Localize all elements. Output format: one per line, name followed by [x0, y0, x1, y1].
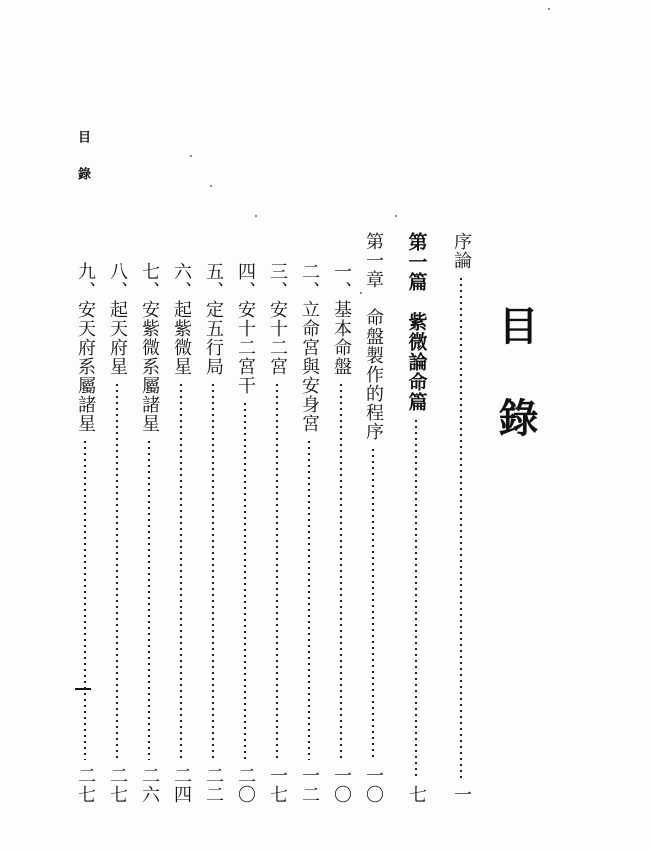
toc-entry-page: 二四 — [171, 766, 192, 804]
toc-entry-title: 序論 — [451, 232, 472, 270]
dot-leader — [414, 418, 418, 779]
toc-entry-page: 一〇 — [331, 766, 352, 804]
dot-leader — [211, 382, 215, 760]
dot-leader — [459, 276, 463, 779]
toc-entry-section-2 — [295, 262, 323, 804]
scan-speck — [360, 292, 362, 294]
toc-entry-page: 一〇 — [363, 766, 384, 804]
running-head: 目錄 — [75, 130, 90, 204]
toc-entry-section-8 — [103, 262, 131, 804]
toc-entry-section-9 — [71, 262, 99, 804]
toc-entry-title: 第一章 命盤製作的程序 — [363, 232, 384, 441]
toc-entry-page: 一二 — [299, 766, 320, 804]
dot-leader — [339, 382, 343, 760]
toc-entry-page: 二七 — [75, 766, 96, 804]
toc-entry-page: 七 — [406, 785, 427, 804]
toc-entry-part-one — [402, 232, 430, 804]
scan-speck — [190, 155, 192, 157]
toc-entry-section-7 — [135, 262, 163, 804]
toc-title: 目錄 — [492, 305, 539, 489]
dot-leader — [307, 439, 311, 760]
toc-entry-section-3 — [263, 262, 291, 804]
toc-entry-page: 一七 — [267, 766, 288, 804]
toc-entry-page: 二二 — [203, 766, 224, 804]
toc-entry-section-5 — [199, 262, 227, 804]
toc-entry-title: 第一篇 紫微論命篇 — [405, 232, 428, 412]
toc-entry-section-6 — [167, 262, 195, 804]
dot-leader — [147, 439, 151, 760]
toc-entry-title: 八、起天府星 — [107, 262, 128, 376]
dot-leader — [371, 447, 375, 760]
toc-entry-title: 九、安天府系屬諸星 — [75, 262, 96, 433]
scan-speck — [395, 215, 397, 217]
toc-entry-title: 二、立命宮與安身宮 — [299, 262, 320, 433]
dot-leader — [115, 382, 119, 760]
scan-speck — [210, 185, 212, 187]
dot-leader — [243, 401, 247, 760]
dot-leader — [179, 382, 183, 760]
toc-entry-section-4 — [231, 262, 259, 804]
toc-entry-title: 三、安十二宮 — [267, 262, 288, 376]
toc-entry-chapter-one — [359, 232, 387, 804]
scan-speck — [255, 215, 257, 217]
scan-speck — [548, 8, 550, 10]
toc-entry-page: 一 — [451, 785, 472, 804]
toc-entry-title: 五、定五行局 — [203, 262, 224, 376]
dot-leader — [83, 439, 87, 760]
toc-entry-page: 二七 — [107, 766, 128, 804]
toc-entry-page: 二〇 — [235, 766, 256, 804]
dot-leader — [275, 382, 279, 760]
toc-entry-section-1 — [327, 262, 355, 804]
toc-entry-title: 七、安紫微系屬諸星 — [139, 262, 160, 433]
toc-entry-title: 一、基本命盤 — [331, 262, 352, 376]
toc-entry-page: 二六 — [139, 766, 160, 804]
toc-entry-title: 六、起紫微星 — [171, 262, 192, 376]
toc-entry-title: 四、安十二宮干 — [235, 262, 256, 395]
toc-entry-preface — [447, 232, 475, 804]
